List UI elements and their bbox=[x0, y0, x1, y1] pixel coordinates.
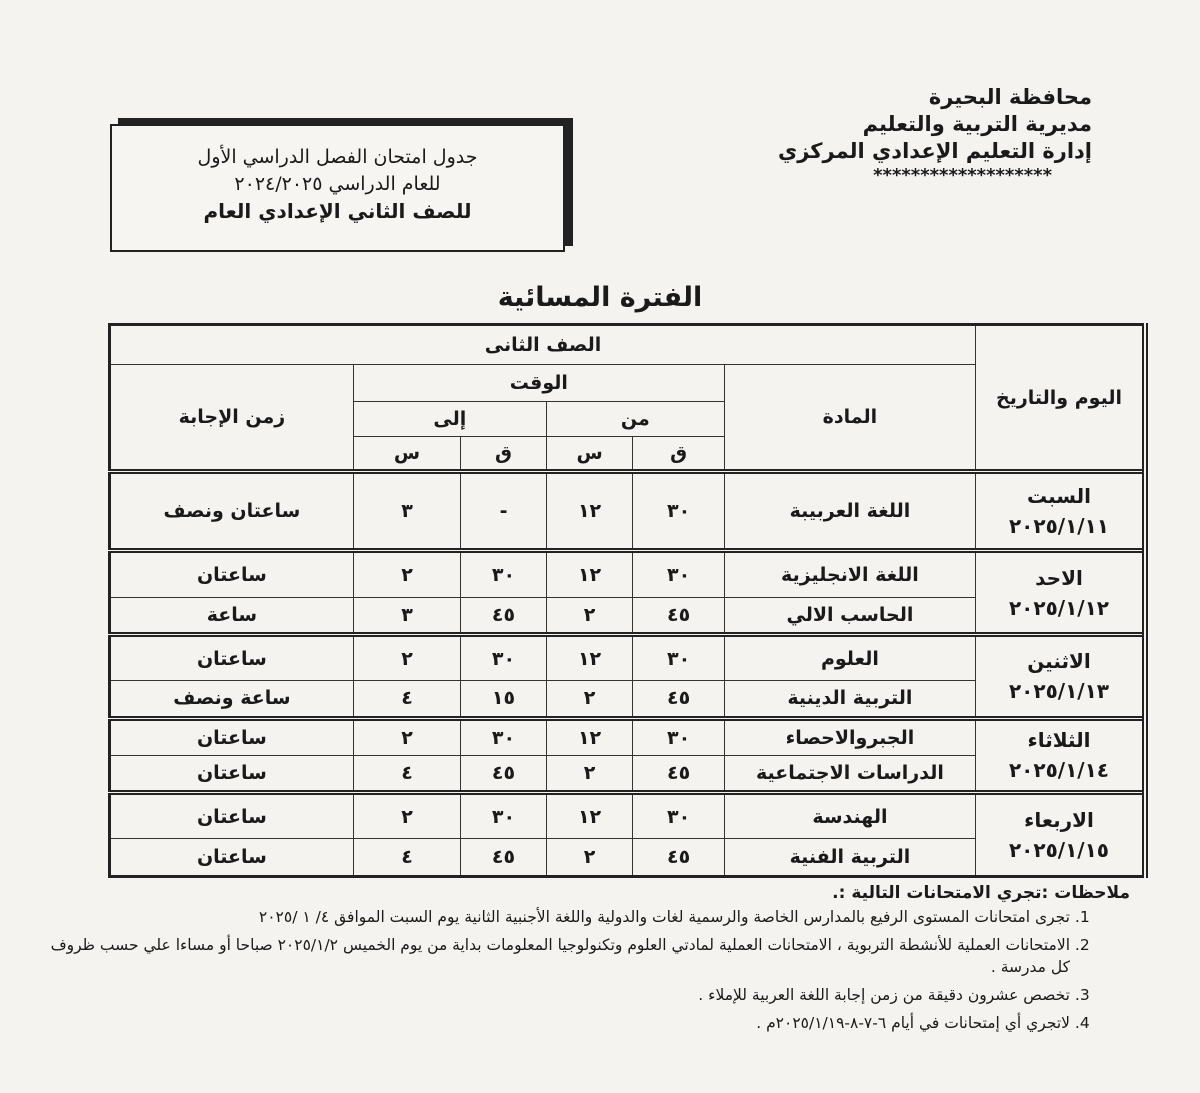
table-row bbox=[110, 718, 1146, 755]
exam-date: ٢٠٢٥/١/١٣ bbox=[1008, 679, 1110, 704]
to-hour-cell: ٣ bbox=[353, 472, 460, 551]
duration-cell: ساعتان bbox=[110, 551, 354, 597]
from-minute-cell: ٣٠ bbox=[633, 718, 725, 755]
table-row bbox=[110, 635, 1146, 681]
exam-date: ٢٠٢٥/١/١٥ bbox=[1008, 838, 1110, 863]
subject-cell: الجبروالاحصاء bbox=[724, 718, 975, 755]
day-date-cell bbox=[975, 718, 1145, 793]
from-hour-cell: ٢ bbox=[546, 681, 633, 718]
duration-cell: ساعتان bbox=[110, 635, 354, 681]
from-minute-cell: ٤٥ bbox=[633, 755, 725, 792]
from-minute-cell: ٤٥ bbox=[633, 681, 725, 718]
exam-date: ٢٠٢٥/١/١٤ bbox=[1008, 758, 1110, 783]
table-row bbox=[110, 472, 1146, 551]
header-duration: زمن الإجابة bbox=[110, 364, 354, 472]
from-hour-cell: ١٢ bbox=[546, 551, 633, 597]
from-minute-cell: ٣٠ bbox=[633, 551, 725, 597]
day-date-cell bbox=[975, 472, 1145, 551]
administration-name: إدارة التعليم الإعدادي المركزي bbox=[778, 139, 1092, 163]
from-minute-cell: ٣٠ bbox=[633, 472, 725, 551]
day-name: الثلاثاء bbox=[1027, 728, 1091, 753]
exam-date: ٢٠٢٥/١/١١ bbox=[1008, 514, 1110, 539]
to-hour-cell: ٢ bbox=[353, 551, 460, 597]
to-hour-cell: ٢ bbox=[353, 718, 460, 755]
to-minute-cell: ٣٠ bbox=[461, 793, 547, 839]
from-hour-cell: ٢ bbox=[546, 839, 633, 877]
subject-cell: الهندسة bbox=[724, 793, 975, 839]
exam-date: ٢٠٢٥/١/١٢ bbox=[1008, 595, 1110, 620]
day-name: السبت bbox=[1026, 484, 1092, 509]
duration-cell: ساعتان bbox=[110, 793, 354, 839]
day-name: الاربعاء bbox=[1024, 808, 1094, 833]
stars-divider: ******************* bbox=[873, 165, 1052, 186]
to-minute-cell: - bbox=[461, 472, 547, 551]
header-from-minute: ق bbox=[633, 437, 725, 472]
to-minute-cell: ٤٥ bbox=[461, 755, 547, 792]
exam-table bbox=[108, 323, 1148, 878]
to-minute-cell: ٤٥ bbox=[461, 839, 547, 877]
duration-cell: ساعتان bbox=[110, 839, 354, 877]
subject-cell: التربية الدينية bbox=[724, 681, 975, 718]
header-to: إلى bbox=[353, 401, 546, 436]
to-hour-cell: ٢ bbox=[353, 635, 460, 681]
day-date-cell bbox=[975, 793, 1145, 877]
note-item: 3. تخصص عشرون دقيقة من زمن إجابة اللغة العربية للإملاء . bbox=[50, 984, 1070, 1006]
directorate-name: مديرية التربية والتعليم bbox=[862, 112, 1092, 136]
from-hour-cell: ١٢ bbox=[546, 635, 633, 681]
table-row bbox=[110, 551, 1146, 597]
day-date-cell bbox=[975, 551, 1145, 635]
from-hour-cell: ١٢ bbox=[546, 793, 633, 839]
to-hour-cell: ٤ bbox=[353, 755, 460, 792]
from-hour-cell: ٢ bbox=[546, 597, 633, 634]
duration-cell: ساعتان bbox=[110, 718, 354, 755]
header-day-date: اليوم والتاريخ bbox=[975, 325, 1145, 472]
header-grade: الصف الثانى bbox=[110, 325, 976, 365]
header-subject: المادة bbox=[724, 364, 975, 472]
day-name: الاثنين bbox=[1027, 649, 1091, 674]
to-hour-cell: ٣ bbox=[353, 597, 460, 634]
notes-lead: ملاحظات :تجري الامتحانات التالية :. bbox=[832, 883, 1130, 903]
duration-cell: ساعتان ونصف bbox=[110, 472, 354, 551]
note-item: 1. تجرى امتحانات المستوى الرفيع بالمدارس الخاصة والرسمية لغات والدولية واللغة الأجنبية الثانية يوم السبت الموافق ٤/ ١ /٢٠٢٥ bbox=[50, 906, 1070, 928]
issuing-authority bbox=[778, 84, 1092, 187]
to-hour-cell: ٤ bbox=[353, 839, 460, 877]
title-line-2: للعام الدراسي ٢٠٢٤/٢٠٢٥ bbox=[234, 173, 441, 195]
notes-list bbox=[50, 906, 1130, 1034]
to-hour-cell: ٤ bbox=[353, 681, 460, 718]
header-to-minute: ق bbox=[461, 437, 547, 472]
duration-cell: ساعة bbox=[110, 597, 354, 634]
from-minute-cell: ٣٠ bbox=[633, 635, 725, 681]
notes-section bbox=[50, 882, 1130, 1040]
governorate-name: محافظة البحيرة bbox=[928, 85, 1092, 109]
header-time: الوقت bbox=[353, 364, 724, 401]
day-name: الاحد bbox=[1035, 565, 1083, 590]
title-line-3: للصف الثاني الإعدادي العام bbox=[203, 199, 472, 223]
exam-table-body bbox=[110, 325, 1146, 877]
subject-cell: التربية الفنية bbox=[724, 839, 975, 877]
subject-cell: اللغة الانجليزية bbox=[724, 551, 975, 597]
subject-cell: الدراسات الاجتماعية bbox=[724, 755, 975, 792]
to-minute-cell: ٣٠ bbox=[461, 718, 547, 755]
subject-cell: العلوم bbox=[724, 635, 975, 681]
to-minute-cell: ٣٠ bbox=[461, 635, 547, 681]
note-item: 2. الامتحانات العملية للأنشطة التربوية ، الامتحانات العملية لمادتي العلوم وتكنولوجيا المعلومات بداية من يوم الخميس ٢٠٢٥/١/٢ صباحا أو مساءا علي حسب ظروف كل مدرسة . bbox=[50, 934, 1070, 978]
duration-cell: ساعتان bbox=[110, 755, 354, 792]
table-row bbox=[110, 793, 1146, 839]
header-from-hour: س bbox=[546, 437, 633, 472]
schedule-title-box bbox=[110, 124, 565, 252]
from-minute-cell: ٤٥ bbox=[633, 839, 725, 877]
to-hour-cell: ٢ bbox=[353, 793, 460, 839]
from-minute-cell: ٤٥ bbox=[633, 597, 725, 634]
from-hour-cell: ٢ bbox=[546, 755, 633, 792]
period-heading: الفترة المسائية bbox=[497, 282, 703, 313]
from-hour-cell: ١٢ bbox=[546, 472, 633, 551]
header-from: من bbox=[546, 401, 724, 436]
duration-cell: ساعة ونصف bbox=[110, 681, 354, 718]
to-minute-cell: ٣٠ bbox=[461, 551, 547, 597]
day-date-cell bbox=[975, 635, 1145, 719]
title-line-1: جدول امتحان الفصل الدراسي الأول bbox=[197, 146, 478, 168]
to-minute-cell: ٤٥ bbox=[461, 597, 547, 634]
to-minute-cell: ١٥ bbox=[461, 681, 547, 718]
header-to-hour: س bbox=[353, 437, 460, 472]
subject-cell: اللغة العربيبة bbox=[724, 472, 975, 551]
note-item: 4. لاتجري أي إمتحانات في أيام ٦-٧-٨-٢٠٢٥/١/١٩م . bbox=[50, 1012, 1070, 1034]
from-hour-cell: ١٢ bbox=[546, 718, 633, 755]
from-minute-cell: ٣٠ bbox=[633, 793, 725, 839]
subject-cell: الحاسب الالي bbox=[724, 597, 975, 634]
